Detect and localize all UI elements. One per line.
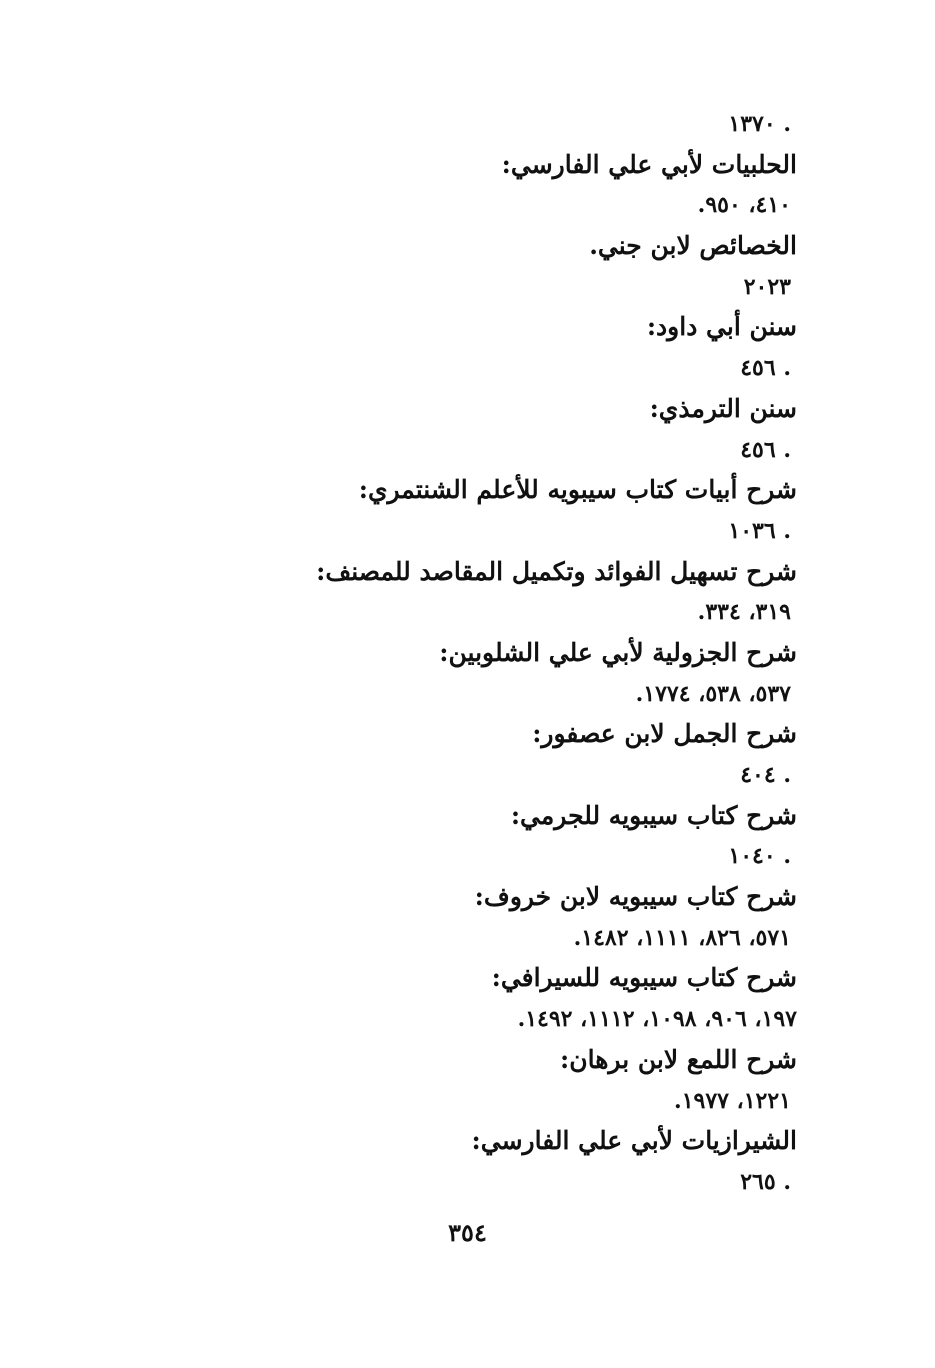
entry-pages: . ١٠٤٠	[728, 843, 791, 870]
entry-title: شرح اللمع لابن برهان:	[560, 1044, 797, 1074]
reference-index-list	[237, 104, 797, 1203]
entry-title: شرح تسهيل الفوائد وتكميل المقاصد للمصنف:	[316, 556, 797, 586]
entry-pages: ٣١٩، ٣٣٤.	[697, 599, 791, 626]
entry-title: سنن الترمذي:	[649, 393, 797, 423]
entry-pages: ٢٠٢٣	[743, 273, 791, 300]
entry-pages: . ٢٦٥	[740, 1168, 791, 1195]
entry-title: شرح الجزولية لأبي علي الشلوبين:	[439, 637, 797, 667]
entry-title: الشيرازيات لأبي علي الفارسي:	[471, 1126, 797, 1156]
entry-pages: ٤١٠، ٩٥٠.	[697, 192, 791, 219]
entry-pages: ٥٣٧، ٥٣٨، ١٧٧٤.	[635, 680, 791, 707]
entry-pages: . ٤٥٦	[740, 355, 791, 382]
entry-pages: . ١٣٧٠	[728, 111, 791, 137]
entry-title: شرح الجمل لابن عصفور:	[532, 719, 797, 749]
entry-title: شرح كتاب سيبويه للجرمي:	[510, 800, 797, 830]
entry-pages: ٥٧١، ٨٢٦، ١١١١، ١٤٨٢.	[573, 924, 791, 951]
entry-title: شرح كتاب سيبويه للسيرافي:	[491, 963, 797, 993]
entry-pages: . ٤٠٤	[740, 762, 791, 788]
entry-title: شرح كتاب سيبويه لابن خروف:	[474, 882, 797, 912]
entry-pages: ١٩٧، ٩٠٦، ١٠٩٨، ١١١٢، ١٤٩٢.	[517, 1006, 797, 1033]
entry-title: شرح أبيات كتاب سيبويه للأعلم الشنتمري:	[358, 475, 797, 505]
entry-pages: . ١٠٣٦	[728, 517, 791, 544]
page-number: ٣٥٤	[448, 1218, 487, 1247]
entry-title: الحلبيات لأبي علي الفارسي:	[501, 149, 797, 179]
entry-pages: ١٢٢١، ١٩٧٧.	[674, 1087, 791, 1114]
entry-pages: . ٤٥٦	[740, 436, 791, 463]
entry-title: الخصائص لابن جني.	[589, 231, 797, 261]
entry-title: سنن أبي داود:	[646, 312, 797, 342]
